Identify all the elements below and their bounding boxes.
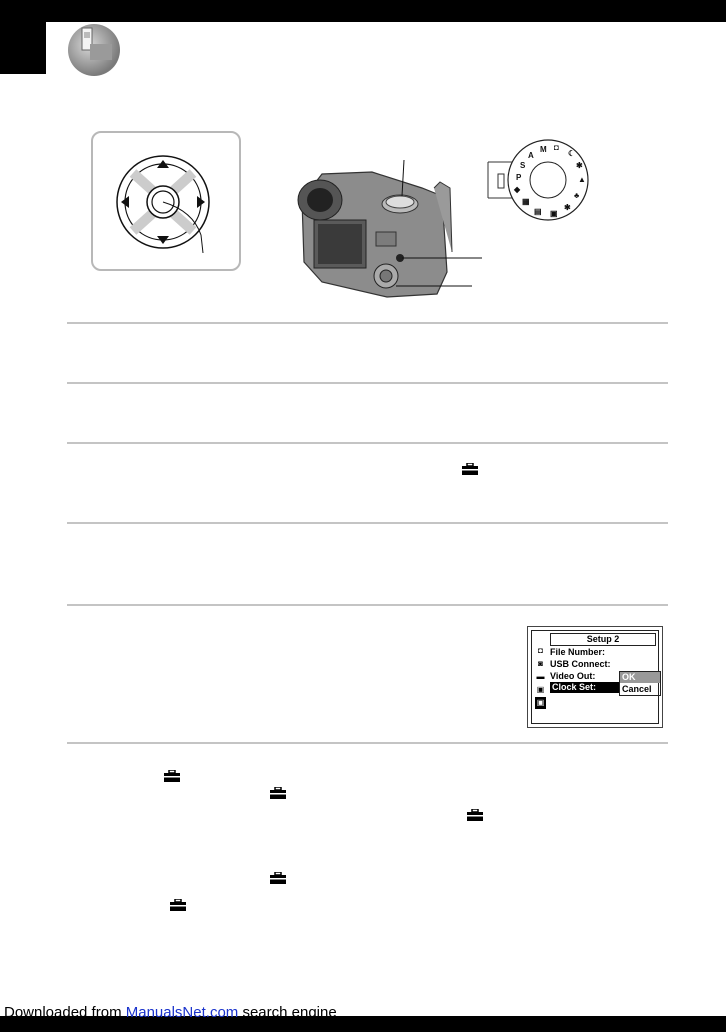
lcd-option-ok: OK (620, 672, 660, 683)
lcd-tab-column (534, 645, 547, 721)
svg-text:M: M (540, 145, 547, 154)
camera-tab-icon: ◘ (535, 645, 546, 658)
svg-text:♣: ♣ (574, 191, 580, 200)
section-divider (67, 382, 668, 384)
section-divider (67, 522, 668, 524)
svg-text:S: S (520, 161, 526, 170)
section-divider (67, 442, 668, 444)
toolbox-icon (270, 787, 286, 799)
lcd-title: Setup 2 (550, 633, 656, 646)
section-divider (67, 322, 668, 324)
svg-text:▲: ▲ (578, 175, 586, 184)
svg-text:A: A (528, 151, 534, 160)
setup-tab-icon: ▣ (535, 684, 546, 697)
mode-dial-illustration (484, 138, 596, 222)
top-bar (0, 0, 726, 22)
lcd-option-cancel: Cancel (622, 684, 652, 694)
lcd-menu-row: File Number: (550, 647, 606, 657)
lcd-menu-row: Video Out: (550, 671, 596, 681)
footer-notice (4, 1005, 337, 1021)
camera-illustration (292, 152, 482, 302)
manualsnet-link[interactable]: ManualsNet.com (125, 1004, 239, 1021)
toolbox-icon (270, 872, 286, 884)
lcd-selected-row: Clock Set: (550, 682, 620, 693)
svg-text:✱: ✱ (564, 203, 571, 212)
toolbox-icon (164, 770, 180, 782)
toolbox-icon (170, 899, 186, 911)
svg-text:▣: ▣ (550, 209, 558, 218)
setup-tab-icon: ▣ (535, 697, 546, 710)
section-divider (67, 604, 668, 606)
svg-text:▦: ▦ (522, 197, 530, 206)
svg-text:◆: ◆ (514, 185, 521, 194)
control-button-panel (91, 131, 241, 271)
svg-text:◘: ◘ (554, 143, 559, 152)
control-button-icon (93, 133, 239, 269)
lcd-screen (527, 626, 663, 728)
manual-page-icon (66, 24, 122, 76)
memory-tab-icon: ▬ (535, 671, 546, 684)
svg-text:▤: ▤ (534, 207, 542, 216)
footer-suffix: search engine (238, 1004, 337, 1021)
lcd-option-menu (619, 671, 661, 696)
svg-text:☾: ☾ (568, 149, 576, 158)
toolbox-icon (462, 463, 478, 475)
toolbox-icon (467, 809, 483, 821)
camera-tab-icon: ◙ (535, 658, 546, 671)
section-divider (67, 742, 668, 744)
svg-text:✱: ✱ (576, 161, 583, 170)
section-tab (0, 22, 46, 74)
footer-prefix: Downloaded from (4, 1004, 126, 1021)
lcd-menu-row: USB Connect: (550, 659, 611, 669)
svg-text:P: P (516, 173, 522, 182)
